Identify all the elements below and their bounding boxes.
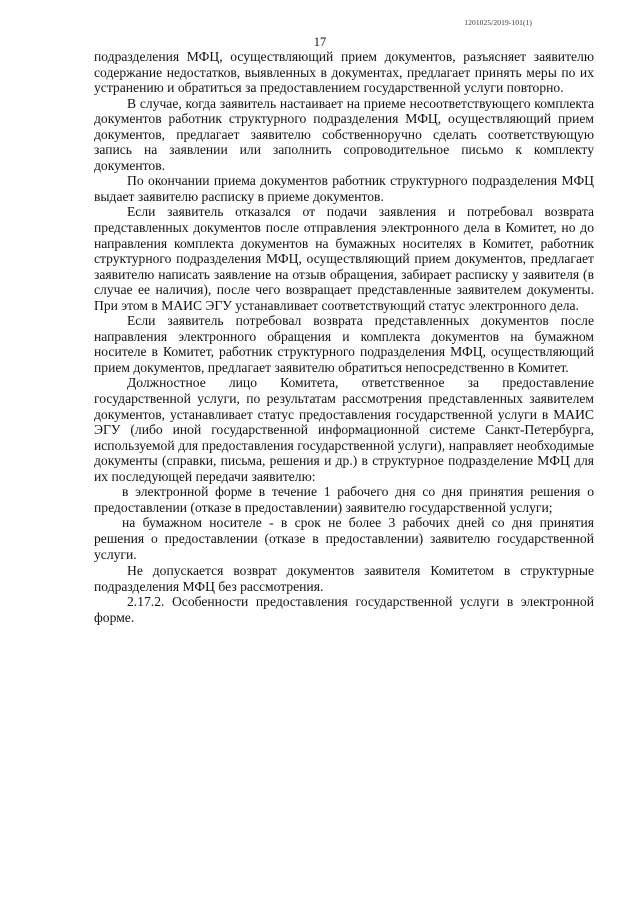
- page-number: 17: [313, 35, 327, 49]
- paragraph-7: в электронной форме в течение 1 рабочего дня со дня принятия решения о предоставлении (отказе в предоставлении) заявителю государственной услуги;: [94, 484, 594, 515]
- paragraph-3: По окончании приема документов работник структурного подразделения МФЦ выдает заявителю расписку в приеме документов.: [94, 173, 594, 204]
- paragraph-8: на бумажном носителе - в срок не более 3 рабочих дней со дня принятия решения о предоставлении (отказе в предоставлении) заявителю государственной услуги.: [94, 515, 594, 562]
- document-code: 1201025/2019-101(1): [464, 18, 532, 27]
- paragraph-9: Не допускается возврат документов заявителя Комитетом в структурные подразделения МФЦ без рассмотрения.: [94, 563, 594, 594]
- paragraph-4: Если заявитель отказался от подачи заявления и потребовал возврата представленных документов после отправления электронного дела в Комитет, но до направления комплекта документов на бумажных носителях в Комитет, работник структурного подразделения МФЦ, осуществляющий прием документов, предлагает заявителю написать заявление на отзыв обращения, забирает расписку у заявителя (в случае ее наличия), после чего возвращает представленные заявителем документы. При этом в МАИС ЭГУ устанавливает соответствующий статус электронного дела.: [94, 204, 594, 313]
- paragraph-1: подразделения МФЦ, осуществляющий прием документов, разъясняет заявителю содержание недостатков, выявленных в документах, предлагает принять меры по их устранению и обратиться за предоставлением государственной услуги повторно.: [94, 49, 594, 96]
- document-body: [94, 49, 594, 625]
- paragraph-6: Должностное лицо Комитета, ответственное за предоставление государственной услуги, по результатам рассмотрения представленных заявителем документов, устанавливает статус предоставления государственной услуги в МАИС ЭГУ (либо иной государственной информационной системе Санкт-Петербурга, используемой для предоставления государственной услуги), направляет необходимые документы (справки, письма, решения и др.) в структурное подразделение МФЦ для их последующей передачи заявителю:: [94, 375, 594, 484]
- section-heading-2-17-2: 2.17.2. Особенности предоставления государственной услуги в электронной форме.: [94, 594, 594, 625]
- paragraph-2: В случае, когда заявитель настаивает на приеме несоответствующего комплекта документов работник структурного подразделения МФЦ, осуществляющий прием документов, предлагает заявителю собственноручно сделать соответствующую запись на заявлении или заполнить сопроводительное письмо к комплекту документов.: [94, 95, 594, 173]
- paragraph-5: Если заявитель потребовал возврата представленных документов после направления электронного обращения и комплекта документов на бумажном носителе в Комитет, работник структурного подразделения МФЦ, осуществляющий прием документов, предлагает заявителю обратиться непосредственно в Комитет.: [94, 313, 594, 375]
